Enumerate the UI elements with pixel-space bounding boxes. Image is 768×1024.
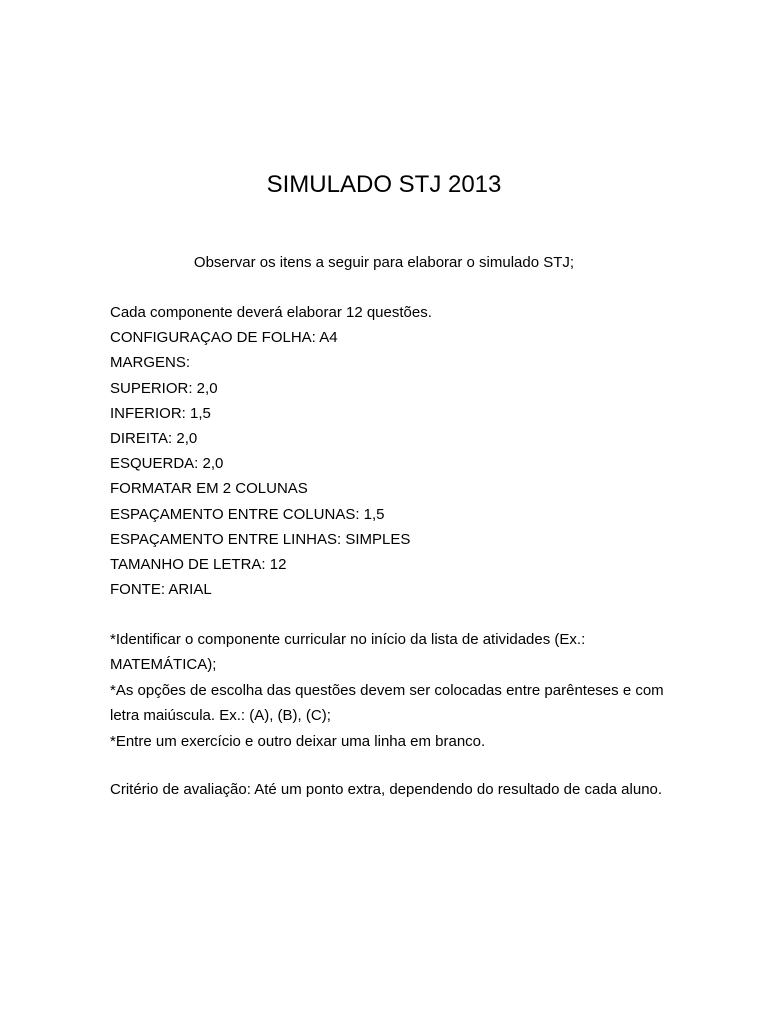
config-line: FONTE: ARIAL: [110, 581, 212, 599]
config-line: MARGENS:: [110, 354, 191, 372]
document-title: SIMULADO STJ 2013: [266, 171, 502, 198]
note-item: *Entre um exercício e outro deixar uma linha em branco.: [110, 732, 486, 750]
config-line: CONFIGURAÇAO DE FOLHA: A4: [110, 329, 338, 347]
config-line: INFERIOR: 1,5: [110, 404, 211, 422]
config-line: ESPAÇAMENTO ENTRE LINHAS: SIMPLES: [110, 530, 411, 548]
config-line: TAMANHO DE LETRA: 12: [110, 555, 287, 573]
config-line: DIREITA: 2,0: [110, 429, 198, 447]
config-line: ESQUERDA: 2,0: [110, 455, 224, 473]
config-line: Cada componente deverá elaborar 12 questões.: [110, 304, 432, 321]
configuration-list: [110, 302, 670, 604]
note-item: *As opções de escolha das questões devem ser colocadas entre parênteses e com letra maiúscula. Ex.: (A), (B), (C);: [110, 681, 664, 725]
config-line: SUPERIOR: 2,0: [110, 379, 218, 397]
config-line: ESPAÇAMENTO ENTRE COLUNAS: 1,5: [110, 505, 385, 523]
note-item: *Identificar o componente curricular no início da lista de atividades (Ex.: MATEMÁTICA);: [110, 631, 586, 674]
evaluation-criteria: Critério de avaliação: Até um ponto extra, dependendo do resultado de cada aluno.: [110, 781, 663, 798]
config-line: FORMATAR EM 2 COLUNAS: [110, 480, 308, 498]
notes-section: [110, 627, 670, 754]
intro-text: Observar os itens a seguir para elaborar o simulado STJ;: [193, 254, 575, 271]
